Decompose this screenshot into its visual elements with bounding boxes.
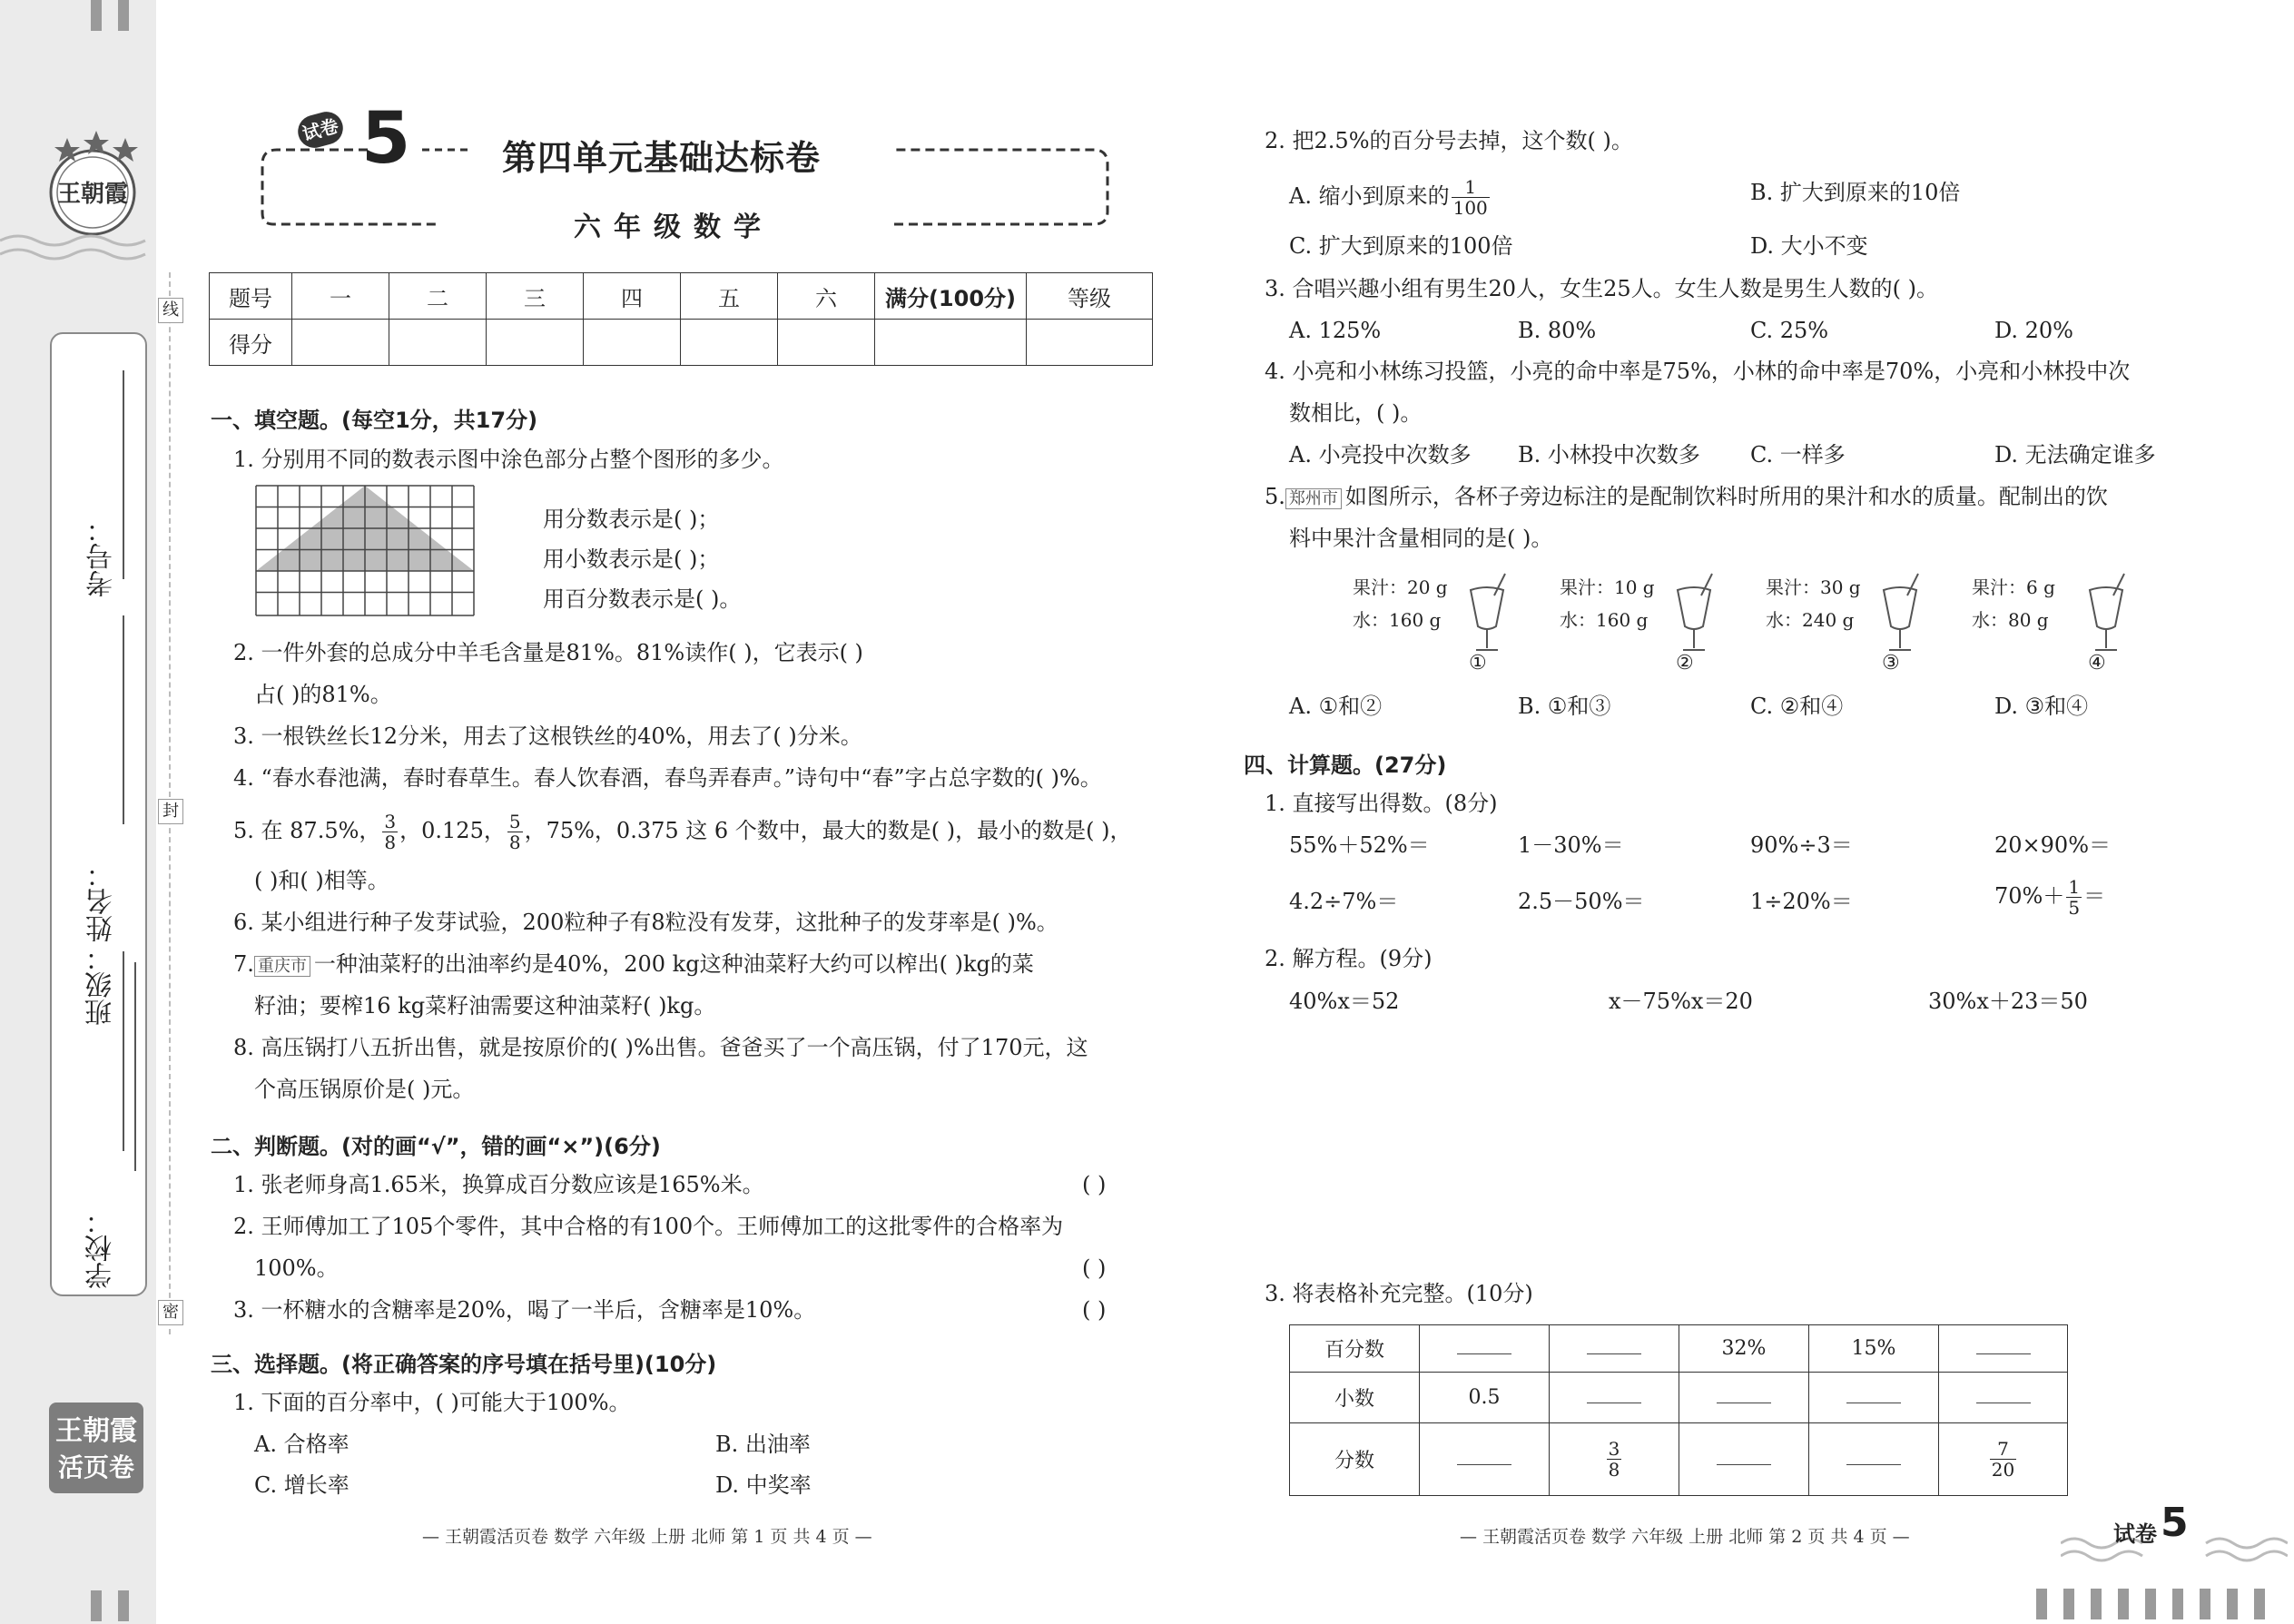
calc-item: 1÷20%＝ [1750, 889, 1853, 914]
question-fragment: 一种油菜籽的出油率约是40%，200 kg这种油菜籽大约可以榨出( )kg的菜 [313, 951, 1034, 977]
row-label: 百分数 [1290, 1325, 1420, 1373]
score-cell: 二 [389, 273, 487, 320]
wave-decoration [0, 227, 156, 272]
answer-blank[interactable] [1846, 1386, 1901, 1403]
question-text: 3. 合唱兴趣小组有男生20人，女生25人。女生人数是男生人数的( )。 [1265, 276, 1938, 301]
binding-bar [2145, 1589, 2156, 1619]
table-cell[interactable] [1420, 1325, 1550, 1373]
calc-fragment: 70%＋ [1994, 883, 2065, 909]
question-text: 3. 一根铁丝长12分米，用去了这根铁丝的40%，用去了( )分米。 [233, 723, 862, 749]
calc-item: 2.5－50%＝ [1518, 889, 1645, 914]
svg-text:王朝霞: 王朝霞 [56, 181, 129, 208]
table-cell[interactable] [1809, 1423, 1939, 1496]
score-cell: 满分(100分) [875, 273, 1027, 320]
option: B. ①和③ [1518, 694, 1611, 719]
question-text: 1. 张老师身高1.65米，换算成百分数应该是165%米。 [233, 1172, 764, 1197]
option: C. 一样多 [1750, 442, 1846, 468]
brand-badge-label: 活页卷 [57, 1452, 134, 1482]
answer-blank[interactable] [1587, 1337, 1641, 1354]
question-text: 2. 解方程。(9分) [1265, 946, 1433, 971]
answer-line: 用百分数表示是( )。 [543, 586, 742, 612]
question-text: 2. 一件外套的总成分中羊毛含量是81%。81%读作( )，它表示( ) [233, 640, 863, 665]
binding-bar [2172, 1589, 2183, 1619]
cup-label: ③ [1882, 652, 1900, 674]
score-cell: 得分 [210, 320, 292, 366]
answer-blank[interactable] [1587, 1386, 1641, 1403]
cup-water: 水：240 g [1766, 609, 1855, 631]
binding-bar [2254, 1589, 2265, 1619]
cup-juice: 果汁：20 g [1353, 576, 1448, 598]
score-table-score-row [210, 320, 1153, 366]
cup-juice: 果汁：10 g [1560, 576, 1655, 598]
score-input[interactable] [681, 320, 778, 366]
score-input[interactable] [1027, 320, 1153, 366]
cut-mark: 密 [158, 1300, 183, 1325]
question-text: 个高压锅原价是( )元。 [254, 1077, 475, 1102]
cup-item [1560, 572, 1741, 681]
cup-icon [1873, 572, 1927, 663]
score-cell: 题号 [210, 273, 292, 320]
binding-bar [118, 0, 129, 31]
denominator: 8 [1608, 1459, 1620, 1481]
exam-badge: 试卷 [294, 108, 347, 152]
table-cell[interactable] [1550, 1325, 1679, 1373]
question-fragment: 如图所示，各杯子旁边标注的是配制饮料时所用的果汁和水的质量。配制出的饮 [1344, 484, 2108, 509]
table-cell [1550, 1423, 1679, 1496]
question-number: 7. [233, 951, 254, 977]
option: C. 25% [1750, 318, 1829, 343]
score-input[interactable] [487, 320, 584, 366]
score-cell: 四 [584, 273, 681, 320]
question-text: 籽油；要榨16 kg菜籽油需要这种油菜籽( )kg。 [254, 993, 716, 1019]
equation: 30%x＋23＝50 [1928, 989, 2088, 1014]
denominator: 8 [384, 832, 397, 853]
table-cell[interactable] [1550, 1373, 1679, 1423]
option: B. 扩大到原来的10倍 [1750, 180, 1961, 205]
answer-blank[interactable] [1457, 1448, 1511, 1465]
binding-bar [91, 0, 102, 31]
exam-number: 5 [361, 98, 411, 180]
score-table [209, 272, 1153, 366]
cup-juice: 果汁：30 g [1766, 576, 1861, 598]
row-label: 分数 [1290, 1423, 1420, 1496]
calc-item: 20×90%＝ [1994, 832, 2111, 858]
calc-fragment: ＝ [2083, 883, 2106, 909]
school-input-line[interactable] [134, 962, 136, 1171]
numerator: 1 [2068, 876, 2081, 898]
answer-paren[interactable]: ( ) [1082, 1172, 1107, 1197]
fraction [507, 812, 523, 852]
numerator: 5 [508, 811, 521, 832]
cup-icon [1667, 572, 1721, 663]
score-cell: 等级 [1027, 273, 1153, 320]
option-fragment: A. 缩小到原来的 [1289, 183, 1450, 209]
score-cell: 三 [487, 273, 584, 320]
option: D. 20% [1994, 318, 2073, 343]
table-cell [1939, 1423, 2068, 1496]
score-cell: 五 [681, 273, 778, 320]
field-label-class: 班级： [85, 944, 117, 1026]
binding-strip [0, 0, 156, 1624]
denominator: 8 [508, 832, 521, 853]
answer-blank[interactable] [1717, 1386, 1771, 1403]
cup-icon [1460, 572, 1514, 663]
option: D. 无法确定谁多 [1994, 442, 2156, 468]
brand-logo-seal [36, 127, 149, 240]
section-heading: 一、填空题。(每空1分，共17分) [211, 408, 538, 433]
region-tag: 郑州市 [1285, 488, 1342, 509]
table-cell: 0.5 [1420, 1373, 1550, 1423]
fraction [1607, 1439, 1622, 1480]
equation: x－75%x＝20 [1609, 989, 1753, 1014]
question-text: ( )和( )相等。 [254, 868, 389, 893]
question-text: 占( )的81%。 [254, 682, 392, 707]
option: D. 中奖率 [715, 1472, 812, 1498]
cup-label: ② [1676, 652, 1694, 674]
binding-bar [2036, 1589, 2047, 1619]
binding-bar [2091, 1589, 2102, 1619]
question-text: 6. 某小组进行种子发芽试验，200粒种子有8粒没有发芽，这批种子的发芽率是( )%。 [233, 910, 1058, 935]
score-cell: 一 [292, 273, 389, 320]
calc-item: 90%÷3＝ [1750, 832, 1853, 858]
binding-bar [91, 1590, 102, 1621]
numerator: 3 [384, 811, 397, 832]
brand-badge [49, 1403, 143, 1493]
option: C. 增长率 [254, 1472, 350, 1498]
table-cell[interactable] [1679, 1423, 1809, 1496]
page-footer: — 王朝霞活页卷 数学 六年级 上册 北师 第 1 页 共 4 页 — [422, 1527, 872, 1547]
equation: 40%x＝52 [1289, 989, 1400, 1014]
option: A. 125% [1289, 318, 1382, 343]
question-text: 数相比，( )。 [1289, 400, 1423, 426]
question-text [233, 812, 1132, 852]
option: A. 合格率 [254, 1432, 350, 1457]
question-text: 2. 王师傅加工了105个零件，其中合格的有100个。王师傅加工的这批零件的合格率为 [233, 1214, 1064, 1239]
cup-water: 水：80 g [1972, 609, 2049, 631]
cup-item [1353, 572, 1534, 681]
fraction [382, 812, 398, 852]
option: D. ③和④ [1994, 694, 2089, 719]
answer-paren[interactable]: ( ) [1082, 1255, 1107, 1281]
question-text: 8. 高压锅打八五折出售，就是按原价的( )%出售。爸爸买了一个高压锅，付了170元，这 [233, 1035, 1088, 1060]
field-label-school: 学校： [85, 1207, 117, 1289]
answer-blank[interactable] [1457, 1337, 1511, 1354]
answer-blank[interactable] [1976, 1337, 2031, 1354]
table-cell[interactable] [1939, 1325, 2068, 1373]
answer-paren[interactable]: ( ) [1082, 1297, 1107, 1323]
binding-bar [2063, 1589, 2074, 1619]
table-cell[interactable] [1679, 1373, 1809, 1423]
fraction [2066, 877, 2082, 918]
question-text: 100%。 [254, 1255, 339, 1281]
score-table-header-row [210, 273, 1153, 320]
calc-item: 1－30%＝ [1518, 832, 1624, 858]
answer-blank[interactable] [1976, 1386, 2031, 1403]
corner-label: 试卷 [2113, 1521, 2157, 1547]
name-input-line[interactable] [123, 615, 124, 824]
option: A. ①和② [1289, 694, 1383, 719]
class-input-line[interactable] [123, 951, 124, 1151]
binding-bars-right [2036, 1589, 2290, 1624]
question-fragment: 5. 在 87.5%， [233, 818, 381, 843]
calc-item: 55%＋52%＝ [1289, 832, 1430, 858]
table-row [1290, 1325, 2068, 1373]
question-text: 1. 直接写出得数。(8分) [1265, 791, 1498, 816]
cut-mark: 线 [158, 298, 183, 323]
cup-icon [2079, 572, 2133, 663]
option: B. 出油率 [715, 1432, 811, 1457]
option: B. 80% [1518, 318, 1597, 343]
calc-item [1994, 877, 2105, 918]
question-text: 1. 分别用不同的数表示图中涂色部分占整个图形的多少。 [233, 447, 784, 472]
option: B. 小林投中次数多 [1518, 442, 1700, 468]
binding-bar [2200, 1589, 2210, 1619]
field-label-name: 姓名： [86, 861, 118, 942]
cut-mark: 封 [158, 799, 183, 824]
score-input[interactable] [778, 320, 875, 366]
binding-bar [2227, 1589, 2238, 1619]
section-heading: 二、判断题。(对的画“√”，错的画“×”)(6分) [211, 1134, 661, 1159]
page-subtitle: 六年级数学 [574, 212, 773, 243]
section-heading: 三、选择题。(将正确答案的序号填在括号里)(10分) [211, 1352, 717, 1377]
grid-figure [254, 484, 477, 618]
cup-label: ① [1469, 652, 1487, 674]
row-label: 小数 [1290, 1373, 1420, 1423]
cup-water: 水：160 g [1353, 609, 1442, 631]
question-text: 3. 一杯糖水的含糖率是20%，喝了一半后，含糖率是10%。 [233, 1297, 816, 1323]
question-text [1265, 481, 2108, 515]
corner-number: 5 [2161, 1500, 2189, 1546]
conversion-table [1289, 1324, 2068, 1496]
score-input[interactable] [875, 320, 1027, 366]
answer-blank[interactable] [1717, 1448, 1771, 1465]
fraction [1990, 1439, 2016, 1480]
table-row [1290, 1373, 2068, 1423]
fraction [1452, 177, 1490, 218]
cup-juice: 果汁：6 g [1972, 576, 2055, 598]
table-cell[interactable] [1420, 1423, 1550, 1496]
field-label-exam-number: 考号： [86, 516, 118, 597]
numerator: 3 [1608, 1438, 1620, 1460]
numerator: 7 [1990, 1439, 2016, 1460]
table-cell: 15% [1809, 1325, 1939, 1373]
score-input[interactable] [389, 320, 487, 366]
question-fragment: ，75%，0.375 这 6 个数中，最大的数是( )，最小的数是( )， [524, 818, 1132, 843]
binding-bar [118, 1590, 129, 1621]
score-cell: 六 [778, 273, 875, 320]
question-text: 4. “春水春池满，春时春草生。春人饮春酒，春鸟弄春声。”诗句中“春”字占总字数的( )%。 [233, 765, 1102, 791]
page-title: 第四单元基础达标卷 [502, 138, 822, 178]
section-heading: 四、计算题。(27分) [1244, 753, 1447, 778]
option [1289, 177, 1492, 218]
cup-label: ④ [2088, 652, 2106, 674]
cup-item [1766, 572, 1947, 681]
table-row [1290, 1423, 2068, 1496]
option: A. 小亮投中次数多 [1289, 442, 1472, 468]
option: D. 大小不变 [1750, 233, 1868, 259]
score-input[interactable] [584, 320, 681, 366]
question-fragment: ，0.125， [399, 818, 506, 843]
cup-water: 水：160 g [1560, 609, 1649, 631]
numerator: 1 [1452, 177, 1490, 198]
exam-number-input-line[interactable] [123, 370, 124, 579]
table-cell: 32% [1679, 1325, 1809, 1373]
brand-badge-logo: 王朝霞 [55, 1415, 137, 1447]
question-text: 2. 把2.5%的百分号去掉，这个数( )。 [1265, 128, 1633, 153]
question-text [233, 949, 1034, 982]
answer-blank[interactable] [1846, 1448, 1901, 1465]
question-text: 1. 下面的百分率中，( )可能大于100%。 [233, 1390, 631, 1415]
answer-line: 用小数表示是( )； [543, 546, 720, 572]
page-footer: — 王朝霞活页卷 数学 六年级 上册 北师 第 2 页 共 4 页 — [1460, 1527, 1910, 1547]
denominator: 5 [2068, 897, 2081, 919]
option: C. 扩大到原来的100倍 [1289, 233, 1513, 259]
table-cell[interactable] [1809, 1373, 1939, 1423]
score-input[interactable] [292, 320, 389, 366]
question-text: 3. 将表格补充完整。(10分) [1265, 1281, 1533, 1306]
question-text: 4. 小亮和小林练习投篮，小亮的命中率是75%，小林的命中率是70%，小亮和小林投中次 [1265, 359, 2131, 384]
binding-bar [2118, 1589, 2129, 1619]
denominator: 20 [1991, 1459, 2015, 1481]
calc-item: 4.2÷7%＝ [1289, 889, 1399, 914]
option: C. ②和④ [1750, 694, 1844, 719]
table-cell[interactable] [1939, 1373, 2068, 1423]
question-text: 料中果汁含量相同的是( )。 [1289, 526, 1553, 551]
answer-line: 用分数表示是( )； [543, 507, 720, 532]
student-info-card [50, 332, 147, 1296]
cup-item [1972, 572, 2153, 681]
region-tag: 重庆市 [254, 956, 310, 977]
question-number: 5. [1265, 484, 1285, 509]
denominator: 100 [1452, 197, 1488, 219]
